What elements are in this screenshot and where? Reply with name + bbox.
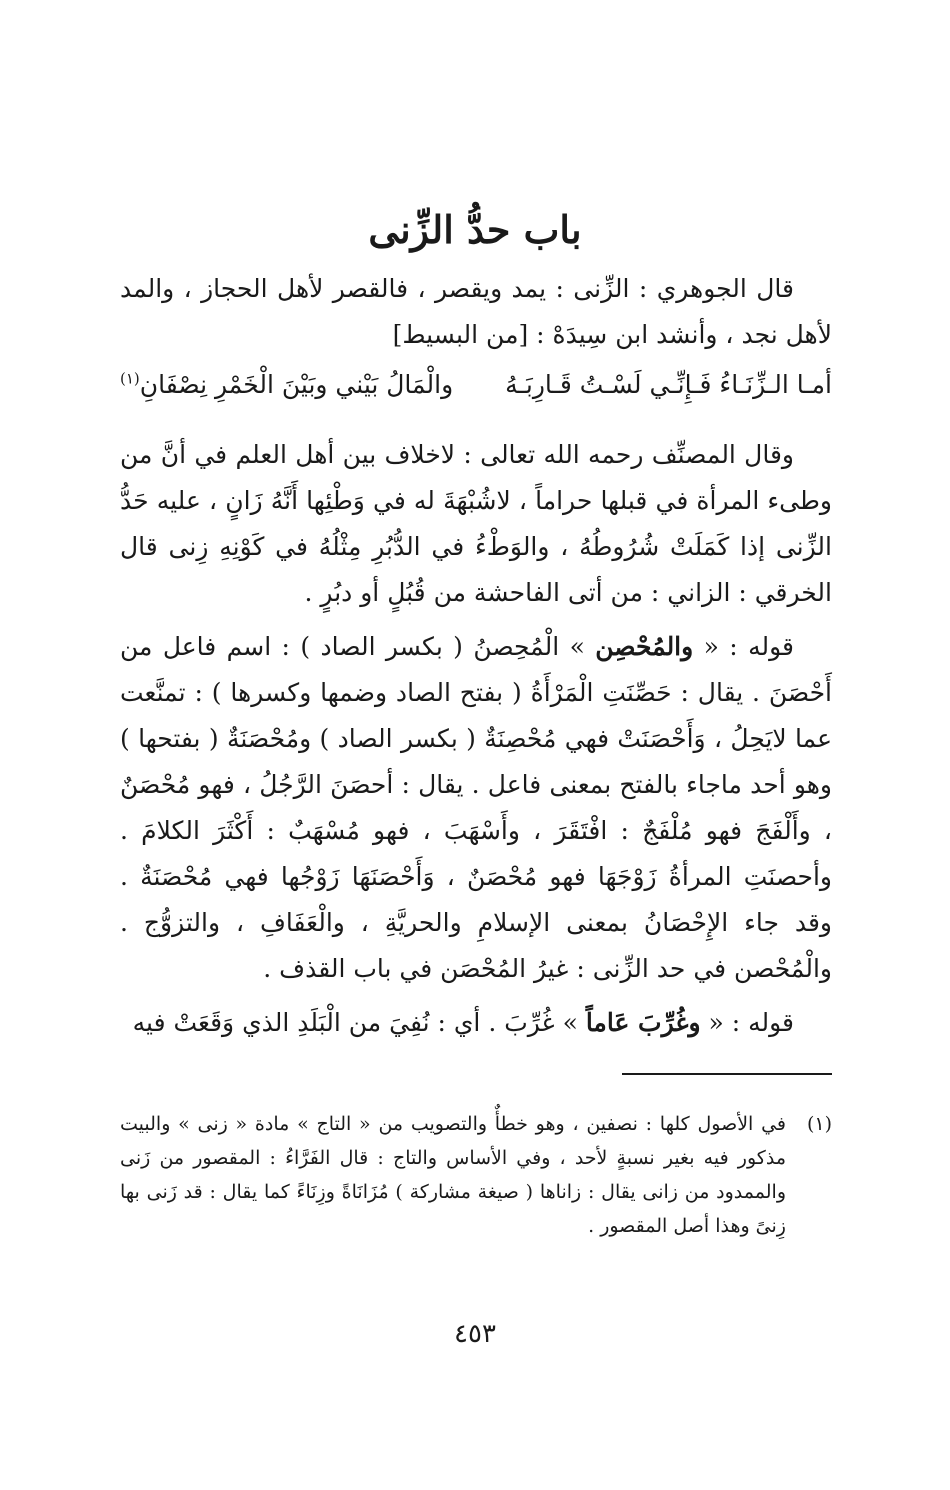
paragraph-3-body: » الْمُحِصنُ ( بكسر الصاد ) : اسم فاعل من أَحْصَنَ . يقال : حَصِّنَتِ الْمَرْأَةُ ( بفتح الصاد وضمها وكسرها ) : تمنَّعت عما لايَحِلُ ، وَأَحْصَنَتْ فهي مُحْصِنَةٌ ( بكسر الصاد ) ومُحْصَنَةٌ ( بفتحها ) وهو أحد ماجاء بالفتح بمعنى فاعل . يقال : أحصَنَ الرَّجُلُ ، فهو مُحْصَنٌ ، وأَلْفَجَ فهو مُلْفَجٌ : افْتَقَرَ ، وأَسْهَبَ ، فهو مُسْهَبٌ : أَكْثَرَ الكلامَ . وأحصنَتِ المرأةُ زَوْجَهَا فهو مُحْصَنٌ ، وَأَحْصَنَهَا زَوْجُها فهي مُحْصَنَةٌ . وقد جاء الإِحْصَانُ بمعنى الإسلامِ والحريَّةِ ، والْعَفَافِ ، والتزوُّج . والْمُحْصن في حد الزِّنى : غيرُ المُحْصَن في باب القذف . (120, 632, 832, 983)
poem-hemistich-1: أمـا الـزِّنَـاءُ فَـإِنِّـي لَسْـتُ قَـارِبَـهُ (505, 370, 832, 399)
poem-hemistich-2-wrap (120, 360, 453, 410)
page-number: ٤٥٣ (454, 1319, 496, 1349)
paragraph-4-lead: قوله : « (700, 1008, 794, 1037)
footnote-text: في الأصول كلها : نصفين ، وهو خطأٌ والتصويب من « التاج » مادة « زنى » والبيت مذكور فيه بغير نسبةٍ لأحد ، وفي الأساس والتاج : قال الفَرَّاءُ : المقصور من زَنى والممدود من زانى يقال : زاناها ( صيغة مشاركة ) مُزَانَاةً وزِنَاءً كما يقال : قد زَنى بها زِنىً وهذا أصل المقصور . (120, 1113, 786, 1237)
paragraph-1: قال الجوهري : الزِّنى : يمد ويقصر ، فالقصر لأهل الحجاز ، والمد لأهل نجد ، وأنشد ابن سِيدَهْ : [من البسيط] (120, 274, 832, 349)
paragraph-3-lead: قوله : « (693, 632, 794, 661)
paragraph-4 (120, 1000, 832, 1046)
main-text (120, 432, 832, 1054)
footnote-separator (622, 1073, 832, 1075)
paragraph-intro (120, 266, 832, 366)
paragraph-3 (120, 624, 832, 992)
footnote (120, 1107, 832, 1243)
poem-verse (120, 360, 832, 410)
paragraph-2: وقال المصنِّف رحمه الله تعالى : لاخلاف بين أهل العلم في أنَّ من وطىء المرأة في قبلها حراماً ، لاشُبْهَةَ له في وَطْئِها أَنَّهُ زَانٍ ، عليه حَدُّ الزِّنى إذا كَمَلَتْ شُرُوطُهُ ، والوَطْءُ في الدُّبُرِ مِثْلُهُ في كَوْنِهِ زِنى قال الخرقي : الزاني : من أتى الفاحشة من قُبُلٍ أو دبُرٍ . (120, 440, 832, 607)
term-muhsin: والمُحْصِن (595, 632, 694, 661)
footnote-number: (١) (806, 1113, 832, 1135)
footnote-marker[interactable]: (١) (120, 369, 140, 388)
term-ghurriba: وغُرِّبَ عَاماً (585, 1008, 701, 1037)
paragraph-4-body: » غُرِّبَ . أي : نُفِيَ من الْبَلَدِ الذي وَقَعَتْ فيه (132, 1008, 586, 1037)
poem-hemistich-2: والْمَالُ بَيْني وبَيْنَ الْخَمْرِ نِصْفَانِ (139, 370, 454, 399)
chapter-title: باب حدُّ الزِّنى (368, 207, 582, 252)
